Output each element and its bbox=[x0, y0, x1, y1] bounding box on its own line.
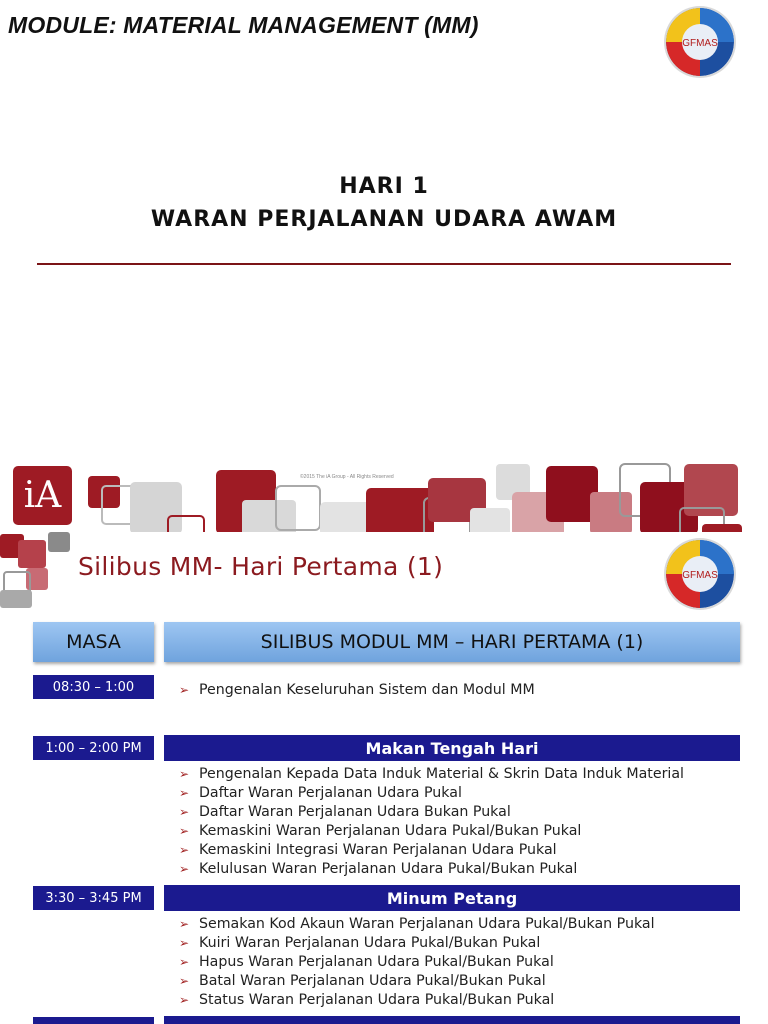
header-masa: MASA bbox=[33, 622, 154, 662]
topic-list bbox=[179, 681, 535, 700]
arrow-bullet-icon: ➢ bbox=[179, 824, 190, 838]
arrow-bullet-icon: ➢ bbox=[179, 805, 190, 819]
arrow-bullet-icon: ➢ bbox=[179, 843, 190, 857]
arrow-bullet-icon: ➢ bbox=[179, 993, 190, 1007]
list-item: ➢ Status Waran Perjalanan Udara Pukal/Bukan Pukal bbox=[179, 992, 555, 1008]
time-slot: 1:00 – 2:00 PM bbox=[33, 736, 154, 760]
list-item: ➢ Kemaskini Integrasi Waran Perjalanan Udara Pukal bbox=[179, 842, 557, 858]
svg-text:GFMAS: GFMAS bbox=[682, 38, 718, 49]
svg-text:GFMAS: GFMAS bbox=[682, 570, 718, 581]
time-slot: 08:30 – 1:00 bbox=[33, 675, 154, 699]
time-slot-partial bbox=[33, 1017, 154, 1024]
list-item: ➢ Kemaskini Waran Perjalanan Udara Pukal/Bukan Pukal bbox=[179, 823, 582, 839]
topic-list bbox=[179, 915, 655, 1010]
day-title: HARI 1 bbox=[339, 174, 429, 199]
arrow-bullet-icon: ➢ bbox=[179, 955, 190, 969]
arrow-bullet-icon: ➢ bbox=[179, 974, 190, 988]
arrow-bullet-icon: ➢ bbox=[179, 936, 190, 950]
gfmas-logo bbox=[666, 540, 734, 608]
copyright-text: ©2015 The iA Group - All Rights Reserved bbox=[300, 474, 394, 480]
arrow-bullet-icon: ➢ bbox=[179, 862, 190, 876]
break-bar: Makan Tengah Hari bbox=[164, 735, 740, 761]
slide-title: Silibus MM- Hari Pertama (1) bbox=[78, 552, 444, 581]
arrow-bullet-icon: ➢ bbox=[179, 683, 190, 697]
list-item: ➢ Pengenalan Kepada Data Induk Material & Skrin Data Induk Material bbox=[179, 766, 684, 782]
topic-list bbox=[179, 765, 684, 879]
list-item: ➢ Semakan Kod Akaun Waran Perjalanan Udara Pukal/Bukan Pukal bbox=[179, 916, 655, 932]
break-bar: Minum Petang bbox=[164, 885, 740, 911]
list-item: ➢ Kuiri Waran Perjalanan Udara Pukal/Bukan Pukal bbox=[179, 935, 541, 951]
arrow-bullet-icon: ➢ bbox=[179, 767, 190, 781]
list-item: ➢ Kelulusan Waran Perjalanan Udara Pukal/Bukan Pukal bbox=[179, 861, 578, 877]
arrow-bullet-icon: ➢ bbox=[179, 917, 190, 931]
list-item: ➢ Pengenalan Keseluruhan Sistem dan Modul MM bbox=[179, 682, 535, 698]
header-silibus: SILIBUS MODUL MM – HARI PERTAMA (1) bbox=[164, 622, 740, 662]
syllabus-slide bbox=[0, 532, 768, 1024]
decorative-squares bbox=[0, 462, 768, 532]
corner-decoration bbox=[0, 532, 74, 612]
module-title: MODULE: MATERIAL MANAGEMENT (MM) bbox=[8, 12, 479, 38]
day-subtitle: WARAN PERJALANAN UDARA AWAM bbox=[150, 207, 618, 232]
time-slot: 3:30 – 3:45 PM bbox=[33, 886, 154, 910]
arrow-bullet-icon: ➢ bbox=[179, 786, 190, 800]
divider-line bbox=[37, 263, 731, 265]
list-item: ➢ Hapus Waran Perjalanan Udara Pukal/Bukan Pukal bbox=[179, 954, 554, 970]
break-bar-partial bbox=[164, 1016, 740, 1024]
list-item: ➢ Daftar Waran Perjalanan Udara Bukan Pukal bbox=[179, 804, 511, 820]
ia-logo: iA bbox=[13, 466, 72, 525]
list-item: ➢ Batal Waran Perjalanan Udara Pukal/Bukan Pukal bbox=[179, 973, 546, 989]
gfmas-logo bbox=[666, 8, 734, 76]
list-item: ➢ Daftar Waran Perjalanan Udara Pukal bbox=[179, 785, 462, 801]
